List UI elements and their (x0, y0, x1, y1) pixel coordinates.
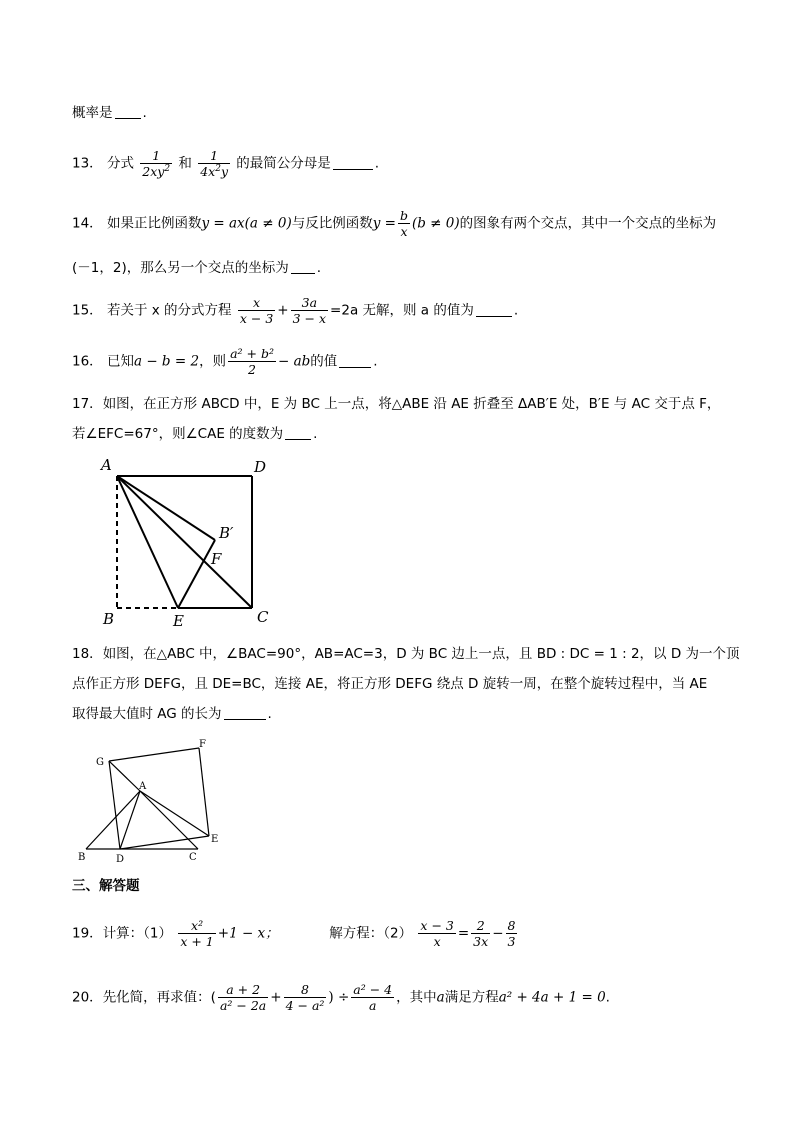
q14-text-1: 如果正比例函数 (106, 215, 202, 232)
segment-AG (109, 761, 140, 791)
label-G: G (96, 757, 104, 768)
q20-fraction-3 (351, 982, 394, 1013)
q19-number: 19． (72, 925, 103, 942)
q19-equals: = (457, 925, 470, 942)
q20-variable-a: a (436, 989, 445, 1006)
label-B-prime: B′ (219, 524, 234, 542)
q19-fraction-2 (418, 918, 455, 949)
q18-line-1: 如图，在△ABC 中，∠BAC=90°，AB=AC=3，D 为 BC 边上一点，且 BD : DC = 1 : 2，以 D 为一个顶 (102, 646, 740, 662)
q19-text-1: 计算：（1） (102, 925, 173, 942)
q20-f1-denominator: a² − 2a (219, 998, 267, 1013)
label-D: D (116, 854, 125, 865)
question-13 (72, 148, 379, 179)
diagonal-AC (117, 476, 252, 608)
q15-fraction-1 (238, 295, 275, 326)
label-C: C (257, 608, 269, 626)
q15-plus: + (277, 302, 289, 319)
q13-period: . (374, 155, 380, 172)
q15-text-2: =2a 无解，则 a 的值为 (330, 302, 474, 319)
q14-expr-2a: y = (372, 215, 396, 232)
q20-number: 20． (72, 989, 103, 1006)
q12-tail-text: 概率是 (72, 105, 113, 121)
q20-f1-numerator: a + 2 (218, 982, 268, 998)
q18-number: 18． (72, 646, 103, 662)
square-side-GD (109, 761, 120, 849)
q19-f4-numerator: 8 (507, 918, 516, 933)
q18-period: . (267, 706, 272, 722)
q13-f2-denominator (198, 164, 230, 179)
q19-f2-numerator: x − 3 (420, 918, 454, 933)
q13-fraction-1 (140, 148, 172, 179)
q16-expr-1: a − b = 2 (133, 353, 200, 370)
label-F: F (211, 550, 222, 568)
figure-18-triangle-square-diagram (72, 736, 232, 866)
q15-period: . (513, 302, 519, 319)
q20-fraction-2 (284, 982, 327, 1013)
q19-f3-numerator: 2 (471, 918, 490, 934)
label-D: D (254, 458, 267, 476)
label-C: C (189, 852, 197, 863)
q20-f2-numerator: 8 (284, 982, 327, 998)
label-B: B (103, 610, 115, 628)
q13-f1-denominator (140, 164, 172, 179)
q13-f2-numerator: 1 (198, 148, 230, 164)
answer-blank (285, 427, 311, 440)
q13-text-1: 分式 (106, 155, 134, 172)
question-17-line-2 (72, 424, 317, 444)
q13-f2-exp: 2 (215, 164, 221, 174)
q15-f2-denominator: 3 − x (292, 311, 327, 326)
q14-f-denominator: x (400, 224, 408, 239)
q17-number: 17． (72, 396, 103, 412)
q20-f3-denominator: a (368, 998, 377, 1013)
square-side-FG (109, 748, 199, 761)
segment-AE (140, 791, 209, 836)
q14-period: . (316, 260, 322, 276)
q20-fraction-1 (218, 982, 268, 1013)
q14-text-2: 与反比例函数 (291, 215, 373, 232)
question-18-line-3 (72, 704, 272, 724)
section-3-heading: 三、解答题 (72, 878, 140, 894)
q19-f3-denominator: 3x (473, 934, 489, 949)
q14-expr-1: y = ax(a ≠ 0) (201, 215, 292, 232)
question-14 (72, 208, 716, 239)
label-A: A (101, 456, 112, 474)
q19-f1-numerator: x² (178, 918, 215, 934)
q19-text-2: +1 − x； (217, 925, 279, 942)
q12-period: . (142, 105, 147, 121)
q13-f2-den-tail: y (220, 164, 228, 179)
answer-blank (115, 106, 141, 119)
question-18 (72, 644, 740, 664)
q13-f1-exp: 2 (164, 164, 171, 174)
segment-B-prime-E (178, 540, 215, 608)
q16-expr-2: − ab (277, 353, 311, 370)
q13-f1-numerator: 1 (140, 148, 172, 164)
q16-fraction (228, 346, 276, 377)
answer-blank (333, 157, 373, 170)
question-16 (72, 346, 378, 377)
q15-f2-numerator: 3a (291, 295, 328, 311)
q20-plus: + (270, 989, 282, 1006)
q17-line-1: 如图，在正方形 ABCD 中，E 为 BC 上一点，将△ABE 沿 AE 折叠至 ΔAB′E 处，B′E 与 AC 交于点 F， (102, 396, 721, 412)
q13-fraction-2 (198, 148, 230, 179)
q20-text-4: 满足方程 (444, 989, 499, 1006)
q14-f-numerator: b (399, 208, 408, 223)
answer-blank (476, 304, 512, 317)
q17-line-2: 若∠EFC=67°，则∠CAE 的度数为 (72, 426, 284, 442)
q16-text-1: 已知 (106, 353, 134, 370)
label-B: B (78, 852, 86, 863)
label-E: E (211, 834, 219, 845)
question-18-line-2 (72, 674, 707, 694)
q19-fraction-1 (178, 918, 215, 949)
q13-number: 13． (72, 155, 103, 172)
q14-fraction (398, 208, 410, 239)
question-15 (72, 295, 518, 326)
segment-AB (86, 791, 140, 849)
q13-f1-den-base: 2xy (142, 164, 165, 179)
q14-number: 14． (72, 215, 103, 232)
label-E: E (173, 612, 184, 630)
q15-fraction-2 (291, 295, 328, 326)
q14-text-3: 的图象有两个交点，其中一个交点的坐标为 (459, 215, 717, 232)
q20-equation: a² + 4a + 1 = 0 (498, 989, 606, 1006)
label-F: F (199, 739, 206, 750)
q19-text-3: 解方程：（2） (329, 925, 413, 942)
q19-f4-denominator: 3 (507, 934, 516, 949)
question-19 (72, 918, 519, 949)
question-17 (72, 394, 720, 414)
q14-text-4: (－1，2)，那么另一个交点的坐标为 (72, 260, 289, 276)
q13-text-3: 的最简公分母是 (236, 155, 331, 172)
answer-blank (339, 355, 371, 368)
segment-AC (140, 791, 198, 849)
q16-f-denominator: 2 (248, 362, 256, 377)
q15-f1-denominator: x − 3 (239, 311, 274, 326)
question-20 (72, 982, 610, 1013)
answer-blank (291, 261, 315, 274)
q14-expr-2b: (b ≠ 0) (411, 215, 460, 232)
q15-f1-numerator: x (238, 295, 275, 311)
answer-blank (224, 707, 266, 720)
q17-period: . (313, 426, 318, 442)
q20-f2-denominator: 4 − a² (285, 998, 325, 1013)
q13-f2-den-base: 4x (200, 164, 216, 179)
q20-text-3: ，其中 (396, 989, 437, 1006)
segment-AD (120, 791, 140, 849)
figure-17-square-diagram (95, 452, 285, 632)
square-side-EF (199, 748, 209, 836)
q19-f2-denominator: x (433, 934, 441, 949)
q16-text-2: ，则 (199, 353, 227, 370)
q13-text-2: 和 (178, 155, 192, 172)
label-A: A (139, 781, 147, 792)
q15-number: 15． (72, 302, 103, 319)
q16-f-numerator: a² + b² (230, 346, 274, 361)
q19-fraction-3 (471, 918, 490, 949)
q20-text-2: ) ÷ (328, 989, 350, 1006)
q16-text-3: 的值 (310, 353, 338, 370)
q18-line-3: 取得最大值时 AG 的长为 (72, 706, 222, 722)
q19-minus: − (492, 925, 504, 942)
q20-text-1: 先化简，再求值：( (102, 989, 216, 1006)
question-12-continuation (72, 103, 147, 123)
q20-period: . (605, 989, 610, 1006)
q15-text-1: 若关于 x 的分式方程 (106, 302, 232, 319)
question-14-line-2 (72, 258, 321, 278)
q19-fraction-4 (506, 918, 518, 949)
q16-period: . (373, 353, 378, 370)
q19-f1-denominator: x + 1 (180, 934, 214, 949)
q20-f3-numerator: a² − 4 (353, 982, 393, 997)
q18-line-2: 点作正方形 DEFG，且 DE=BC，连接 AE，将正方形 DEFG 绕点 D 旋转一周，在整个旋转过程中，当 AE (72, 676, 708, 692)
q16-number: 16． (72, 353, 103, 370)
